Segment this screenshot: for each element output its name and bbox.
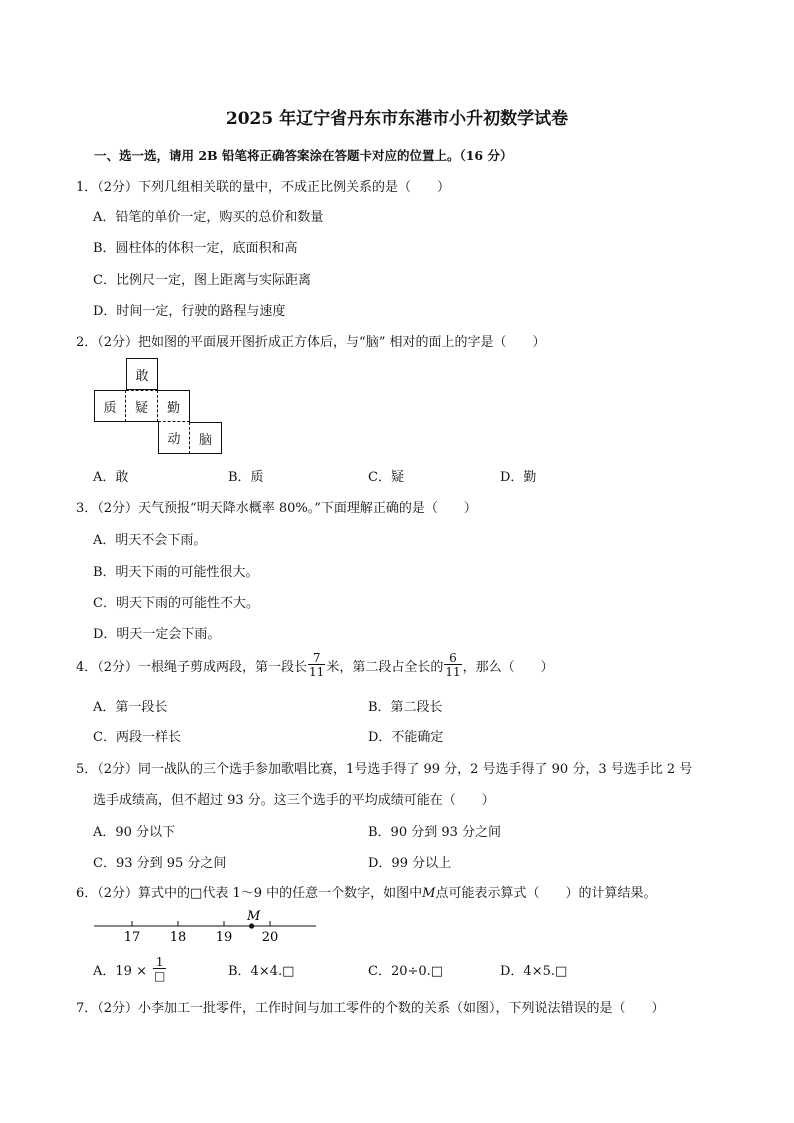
question-2-option-c: C．疑 [368, 470, 404, 485]
question-6-option-c: C．20÷0.□ [368, 964, 444, 979]
fraction-denominator: □ [153, 969, 166, 983]
question-6-option-a-text: A．19 × [93, 963, 147, 979]
fraction-one-over-box [153, 956, 166, 982]
question-2-stem: 2．（2分）把如图的平面展开图折成正方体后，与“脑” 相对的面上的字是（ ） [76, 335, 546, 350]
fraction-denominator: 11 [445, 665, 461, 679]
fraction-six-elevenths [444, 652, 461, 678]
question-1-option-a: A．铅笔的单价一定，购买的总价和数量 [93, 210, 324, 225]
question-5-option-b: B．90 分到 93 分之间 [368, 825, 502, 840]
question-5-stem-line1: 5．（2分）同一战队的三个选手参加歌唱比赛，1号选手得了 99 分，2 号选手得了 90 分，3 号选手比 2 号 [76, 762, 693, 777]
question-2-option-d: D．勤 [500, 470, 537, 485]
fraction-numerator: 6 [449, 651, 457, 665]
question-5-option-d: D．99 分以上 [368, 856, 452, 871]
section-heading: 一、选一选，请用 2B 铅笔将正确答案涂在答题卡对应的位置上。（16 分） [94, 148, 513, 163]
fraction-seven-elevenths [308, 652, 325, 678]
point-m-label: M [246, 909, 261, 924]
question-6-option-a [93, 956, 167, 982]
question-4-stem [76, 652, 554, 678]
question-6-stem-part1: 6．（2分）算式中的□代表 1～9 中的任意一个数字，如图中 [76, 886, 423, 901]
number-line-tick-label: 19 [215, 930, 233, 945]
question-3-option-d: D．明天一定会下雨。 [93, 627, 221, 642]
question-5-option-a: A．90 分以下 [93, 825, 176, 840]
question-3-option-b: B．明天下雨的可能性很大。 [93, 565, 259, 580]
net-face-left: 质 [94, 390, 126, 422]
question-1-option-d: D．时间一定，行驶的路程与速度 [93, 304, 286, 319]
net-face-right: 勤 [158, 390, 190, 422]
question-4-option-c: C．两段一样长 [93, 730, 181, 745]
net-face-top: 敢 [126, 358, 158, 390]
fraction-denominator: 11 [309, 665, 325, 679]
question-5-stem-line2: 选手成绩高，但不超过 93 分。这三个选手的平均成绩可能在（ ） [93, 793, 495, 808]
number-line-tick-label: 20 [261, 930, 279, 945]
question-1-option-b: B．圆柱体的体积一定，底面积和高 [93, 241, 298, 256]
net-face-center: 疑 [126, 390, 158, 422]
net-face-bottom: 动 [158, 422, 190, 454]
question-4-option-b: B．第二段长 [368, 700, 443, 715]
question-4-stem-part1: 4．（2分）一根绳子剪成两段，第一段长 [76, 659, 308, 675]
point-m-reference: M [422, 886, 436, 901]
question-6-option-d: D．4×5.□ [500, 964, 568, 979]
number-line-figure [90, 904, 320, 946]
fraction-numerator: 7 [312, 651, 321, 665]
question-3-option-a: A．明天不会下雨。 [93, 533, 207, 548]
number-line-tick-label: 17 [123, 930, 141, 945]
question-7-stem: 7．（2分）小李加工一批零件，工作时间与加工零件的个数的关系（如图），下列说法错误的是（ ） [76, 1001, 665, 1016]
net-face-bottom-right: 脑 [190, 422, 222, 454]
question-4-stem-part3: ，那么（ ） [462, 659, 554, 675]
question-2-option-a: A．敢 [93, 470, 129, 485]
question-4-option-a: A．第一段长 [93, 700, 168, 715]
question-3-stem: 3．（2分）天气预报“明天降水概率 80%。”下面理解正确的是（ ） [76, 501, 477, 516]
question-1-option-c: C．比例尺一定，图上距离与实际距离 [93, 273, 311, 288]
question-6-stem [76, 882, 656, 901]
number-line-tick-label: 18 [169, 930, 187, 945]
question-6-option-b: B．4×4.□ [228, 964, 295, 979]
point-m-dot [249, 923, 254, 928]
question-6-stem-part2: 点可能表示算式（ ）的计算结果。 [435, 886, 657, 901]
question-4-option-d: D．不能确定 [368, 730, 444, 745]
question-3-option-c: C．明天下雨的可能性不大。 [93, 596, 259, 611]
page-title: 2025 年辽宁省丹东市东港市小升初数学试卷 [225, 109, 569, 129]
question-1-stem: 1．（2分）下列几组相关联的量中，不成正比例关系的是（ ） [76, 180, 451, 195]
fraction-numerator: 1 [155, 955, 164, 969]
question-5-option-c: C．93 分到 95 分之间 [93, 856, 227, 871]
question-4-stem-part2: 米，第二段占全长的 [326, 659, 444, 675]
cube-net-figure [94, 358, 224, 454]
question-2-option-b: B．质 [228, 470, 264, 485]
